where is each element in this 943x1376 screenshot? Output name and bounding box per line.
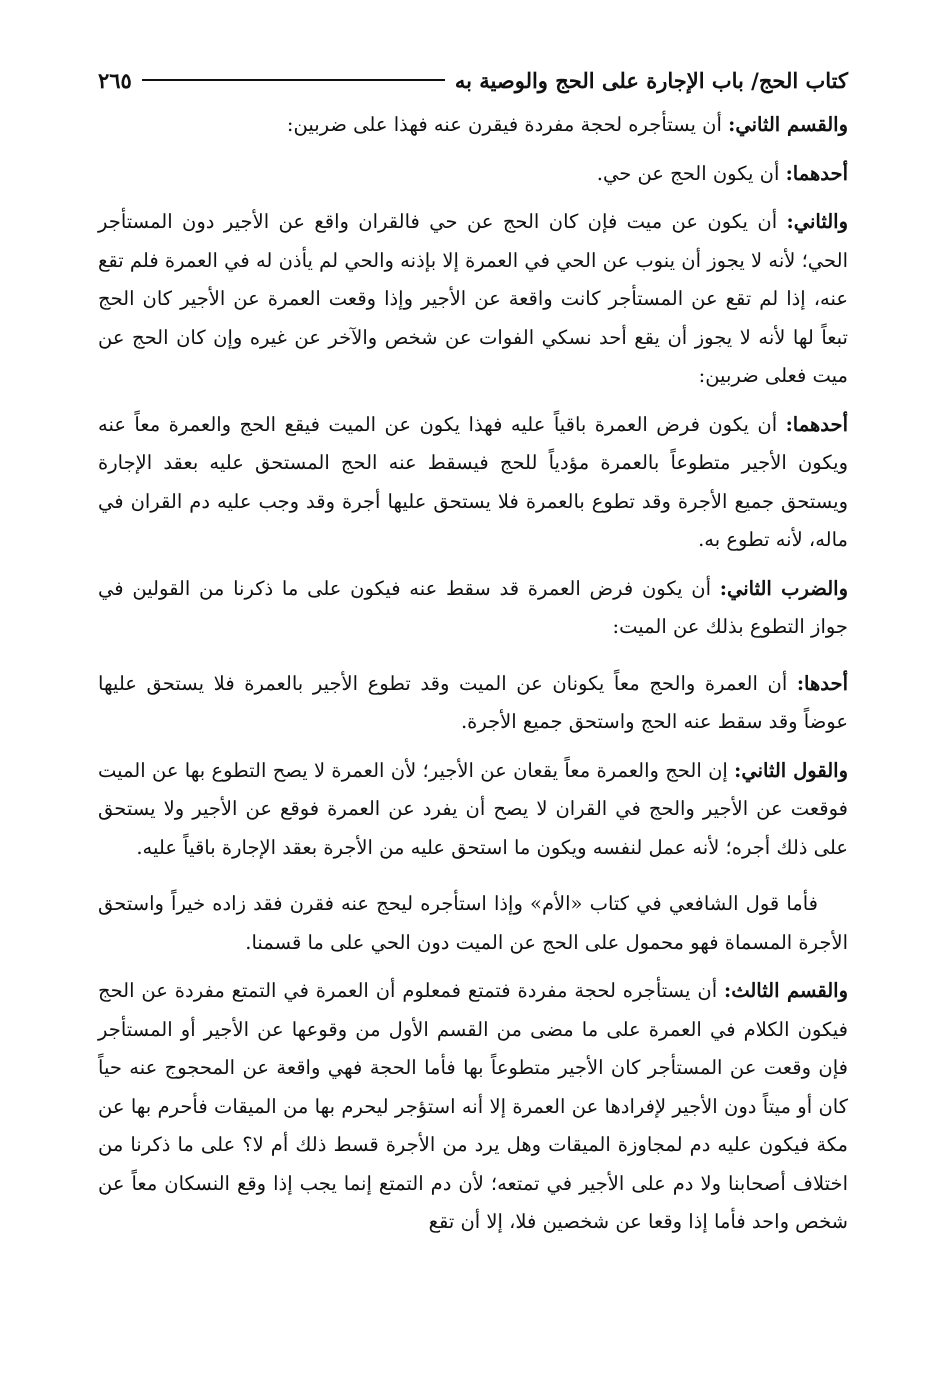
paragraph xyxy=(98,203,848,396)
paragraph-text: أن يكون الحج عن حي. xyxy=(596,161,786,185)
header-title: كتاب الحج/ باب الإجارة على الحج والوصية به xyxy=(454,67,848,93)
paragraph-text: أن يكون فرض العمرة باقياً عليه فهذا يكون عن الميت فيقع الحج والعمرة معاً عنه ويكون الأجير متطوعاً بالعمرة مؤدياً للحج فيسقط عنه الحج المستحق عليه بعقد الإجارة ويستحق جميع الأجرة وقد تطوع بالعمرة فلا يستحق عليها أجرة وقد وجب عليه دم القران في ماله، لأنه تطوع به. xyxy=(98,412,848,551)
page-number: ٢٦٥ xyxy=(98,67,132,93)
paragraph-lead: والقسم الثاني: xyxy=(728,113,848,136)
book-page xyxy=(98,60,848,1340)
paragraph-lead: والقول الثاني: xyxy=(734,758,848,782)
paragraph xyxy=(98,106,848,145)
paragraph-text: فأما قول الشافعي في كتاب «الأم» وإذا استأجره ليحج عنه فقرن فقد زاده خيراً واستحق الأجرة المسماة فهو محمول على الحج عن الميت دون الحي على ما قسمنا. xyxy=(98,892,848,954)
paragraph-text: أن يستأجره لحجة مفردة فتمتع فمعلوم أن العمرة في التمتع مفردة عن الحج فيكون الكلام في العمرة على ما مضى من القسم الأول من وقوعها عن الأجير أو المستأجر فإن وقعت عن المستأجر كان الأجير متطوعاً بها فأما الحجة فهي واقعة عن المحجوج عنه حياً كان أو ميتاً دون الأجير لإفرادها عن العمرة إلا أنه استؤجر ليحرم بها من الميقات فأحرم بها عن مكة فيكون عليه دم لمجاوزة الميقات وهل يرد من الأجرة قسط ذلك أم لا؟ على ما ذكرنا من اختلاف أصحابنا ولا دم على الأجير في تمتعه؛ لأن دم التمتع إنما يجب إذا وقع النسكان معاً عن شخص واحد فأما إذا وقعا عن شخصين فلا، إلا أن تقع xyxy=(98,979,848,1233)
paragraph xyxy=(98,155,848,194)
header-rule xyxy=(142,79,445,81)
paragraph-lead: أحدهما: xyxy=(785,161,848,185)
paragraph xyxy=(98,752,848,868)
paragraph-text: أن يستأجره لحجة مفردة فيقرن عنه فهذا على ضربين: xyxy=(286,113,729,136)
paragraph-text: إن الحج والعمرة معاً يقعان عن الأجير؛ لأن العمرة لا يصح التطوع بها عن الميت فوقعت عن الأجير والحج في القران لا يصح أن يفرد عن العمرة فوقع عن الأجير ولا يستحق على ذلك أجره؛ لأنه عمل لنفسه ويكون ما استحق عليه من الأجرة بعقد الإجارة باقياً عليه. xyxy=(98,758,848,859)
running-header xyxy=(98,60,848,100)
body-text xyxy=(98,106,848,1242)
paragraph xyxy=(98,570,848,647)
paragraph xyxy=(98,665,848,742)
paragraph-lead: أحدها: xyxy=(796,671,848,695)
paragraph-lead: أحدهما: xyxy=(785,412,848,436)
paragraph xyxy=(98,406,848,560)
paragraph-lead: والضرب الثاني: xyxy=(719,576,848,600)
paragraph-text: أن العمرة والحج معاً يكونان عن الميت وقد تطوع الأجير بالعمرة فلا يستحق عليها عوضاً وقد سقط عنه الحج واستحق جميع الأجرة. xyxy=(98,671,848,733)
paragraph xyxy=(98,885,848,962)
paragraph-lead: والثاني: xyxy=(786,210,848,233)
paragraph xyxy=(98,972,848,1242)
paragraph-lead: والقسم الثالث: xyxy=(724,979,848,1002)
paragraph-text: أن يكون فرض العمرة قد سقط عنه فيكون على ما ذكرنا من القولين في جواز التطوع بذلك عن الميت: xyxy=(98,576,848,638)
paragraph-text: أن يكون عن ميت فإن كان الحج عن حي فالقران واقع عن الأجير دون المستأجر الحي؛ لأنه لا يجوز أن ينوب عن الحي في العمرة إلا بإذنه والحي لم يأذن له في العمرة فلم تقع عنه، إذا لم تقع عن المستأجر كانت واقعة عن الأجير وإذا وقعت العمرة عن الأجير كان الحج تبعاً لها لأنه لا يجوز أن يقع أحد نسكي الفوات عن شخص والآخر عن غيره وإن كان الحج عن ميت فعلى ضربين: xyxy=(98,210,848,387)
